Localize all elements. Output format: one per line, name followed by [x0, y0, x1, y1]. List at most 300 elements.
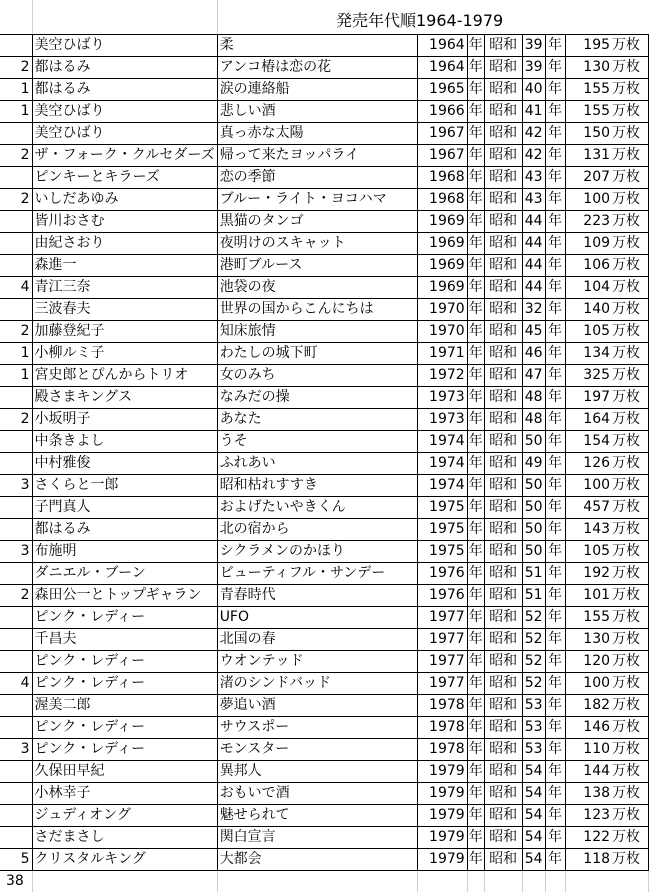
song-title-cell[interactable]: おもいで酒: [217, 782, 417, 804]
era-year-cell[interactable]: 51: [522, 562, 545, 584]
sales-cell[interactable]: 109: [565, 232, 611, 254]
row-number-cell[interactable]: [0, 496, 32, 518]
song-title-cell[interactable]: アンコ椿は恋の花: [217, 56, 417, 78]
sales-unit-cell[interactable]: 万枚: [611, 760, 648, 782]
era-year-suffix-cell[interactable]: 年: [545, 408, 565, 430]
era-year-suffix-cell[interactable]: 年: [545, 34, 565, 56]
release-year-cell[interactable]: 1973: [417, 408, 467, 430]
release-year-cell[interactable]: 1968: [417, 166, 467, 188]
era-year-suffix-cell[interactable]: 年: [545, 342, 565, 364]
song-title-cell[interactable]: あなた: [217, 408, 417, 430]
sales-cell[interactable]: 325: [565, 364, 611, 386]
era-year-cell[interactable]: 51: [522, 584, 545, 606]
song-title-cell[interactable]: 魅せられて: [217, 804, 417, 826]
sales-unit-cell[interactable]: 万枚: [611, 628, 648, 650]
sales-cell[interactable]: 192: [565, 562, 611, 584]
era-year-suffix-cell[interactable]: 年: [545, 540, 565, 562]
era-name-cell[interactable]: 昭和: [484, 562, 522, 584]
era-year-cell[interactable]: 50: [522, 430, 545, 452]
era-name-cell[interactable]: 昭和: [484, 408, 522, 430]
era-year-cell[interactable]: 49: [522, 452, 545, 474]
era-year-suffix-cell[interactable]: 年: [545, 298, 565, 320]
era-year-cell[interactable]: 54: [522, 804, 545, 826]
song-title-cell[interactable]: ビューティフル・サンデー: [217, 562, 417, 584]
release-year-cell[interactable]: 1968: [417, 188, 467, 210]
era-year-suffix-cell[interactable]: 年: [545, 254, 565, 276]
era-year-suffix-cell[interactable]: 年: [545, 144, 565, 166]
cell[interactable]: [565, 870, 611, 892]
row-number-cell[interactable]: [0, 826, 32, 848]
era-year-suffix-cell[interactable]: 年: [545, 56, 565, 78]
sales-unit-cell[interactable]: 万枚: [611, 122, 648, 144]
cell[interactable]: [611, 870, 648, 892]
artist-cell[interactable]: ピンク・レディー: [32, 716, 217, 738]
row-number-cell[interactable]: [0, 452, 32, 474]
release-year-cell[interactable]: 1976: [417, 584, 467, 606]
artist-cell[interactable]: ピンク・レディー: [32, 672, 217, 694]
sales-unit-cell[interactable]: 万枚: [611, 518, 648, 540]
artist-cell[interactable]: 森進一: [32, 254, 217, 276]
era-year-suffix-cell[interactable]: 年: [545, 760, 565, 782]
era-name-cell[interactable]: 昭和: [484, 848, 522, 870]
sales-unit-cell[interactable]: 万枚: [611, 78, 648, 100]
row-number-cell[interactable]: 1: [0, 364, 32, 386]
release-year-cell[interactable]: 1974: [417, 430, 467, 452]
song-title-cell[interactable]: ブルー・ライト・ヨコハマ: [217, 188, 417, 210]
sales-cell[interactable]: 143: [565, 518, 611, 540]
song-title-cell[interactable]: 柔: [217, 34, 417, 56]
sales-cell[interactable]: 140: [565, 298, 611, 320]
sales-unit-cell[interactable]: 万枚: [611, 584, 648, 606]
sales-cell[interactable]: 101: [565, 584, 611, 606]
year-suffix-cell[interactable]: 年: [467, 166, 484, 188]
release-year-cell[interactable]: 1964: [417, 56, 467, 78]
era-year-cell[interactable]: 47: [522, 364, 545, 386]
sales-unit-cell[interactable]: 万枚: [611, 474, 648, 496]
sales-unit-cell[interactable]: 万枚: [611, 100, 648, 122]
row-number-cell[interactable]: [0, 694, 32, 716]
year-suffix-cell[interactable]: 年: [467, 804, 484, 826]
era-year-suffix-cell[interactable]: 年: [545, 496, 565, 518]
era-year-cell[interactable]: 52: [522, 628, 545, 650]
era-year-cell[interactable]: 48: [522, 386, 545, 408]
era-name-cell[interactable]: 昭和: [484, 166, 522, 188]
artist-cell[interactable]: 美空ひばり: [32, 122, 217, 144]
row-number-cell[interactable]: 1: [0, 342, 32, 364]
era-year-cell[interactable]: 54: [522, 760, 545, 782]
era-year-suffix-cell[interactable]: 年: [545, 848, 565, 870]
era-year-suffix-cell[interactable]: 年: [545, 78, 565, 100]
sales-cell[interactable]: 457: [565, 496, 611, 518]
year-suffix-cell[interactable]: 年: [467, 606, 484, 628]
song-title-cell[interactable]: シクラメンのかほり: [217, 540, 417, 562]
song-title-cell[interactable]: 黒猫のタンゴ: [217, 210, 417, 232]
release-year-cell[interactable]: 1971: [417, 342, 467, 364]
row-number-cell[interactable]: 4: [0, 672, 32, 694]
row-number-cell[interactable]: [0, 628, 32, 650]
release-year-cell[interactable]: 1977: [417, 628, 467, 650]
era-year-cell[interactable]: 39: [522, 56, 545, 78]
era-name-cell[interactable]: 昭和: [484, 584, 522, 606]
era-name-cell[interactable]: 昭和: [484, 78, 522, 100]
sales-unit-cell[interactable]: 万枚: [611, 716, 648, 738]
artist-cell[interactable]: ピンク・レディー: [32, 606, 217, 628]
sales-unit-cell[interactable]: 万枚: [611, 56, 648, 78]
sales-cell[interactable]: 155: [565, 78, 611, 100]
artist-cell[interactable]: 由紀さおり: [32, 232, 217, 254]
era-year-cell[interactable]: 54: [522, 848, 545, 870]
sales-unit-cell[interactable]: 万枚: [611, 804, 648, 826]
sales-cell[interactable]: 223: [565, 210, 611, 232]
year-suffix-cell[interactable]: 年: [467, 738, 484, 760]
song-title-cell[interactable]: 港町ブルース: [217, 254, 417, 276]
row-number-cell[interactable]: [0, 518, 32, 540]
artist-cell[interactable]: 千昌夫: [32, 628, 217, 650]
era-name-cell[interactable]: 昭和: [484, 34, 522, 56]
row-number-cell[interactable]: 2: [0, 188, 32, 210]
era-year-suffix-cell[interactable]: 年: [545, 826, 565, 848]
cell[interactable]: [611, 0, 648, 34]
song-title-cell[interactable]: 北の宿から: [217, 518, 417, 540]
song-title-cell[interactable]: うそ: [217, 430, 417, 452]
era-year-suffix-cell[interactable]: 年: [545, 320, 565, 342]
era-year-suffix-cell[interactable]: 年: [545, 606, 565, 628]
year-suffix-cell[interactable]: 年: [467, 826, 484, 848]
sales-cell[interactable]: 150: [565, 122, 611, 144]
row-number-cell[interactable]: 3: [0, 540, 32, 562]
row-number-cell[interactable]: [0, 650, 32, 672]
era-year-cell[interactable]: 52: [522, 606, 545, 628]
release-year-cell[interactable]: 1973: [417, 386, 467, 408]
song-title-cell[interactable]: 異邦人: [217, 760, 417, 782]
release-year-cell[interactable]: 1970: [417, 298, 467, 320]
song-title-cell[interactable]: 帰って来たヨッパライ: [217, 144, 417, 166]
artist-cell[interactable]: ピンク・レディー: [32, 738, 217, 760]
row-count-cell[interactable]: 38: [0, 870, 32, 892]
sales-cell[interactable]: 100: [565, 188, 611, 210]
cell[interactable]: [32, 870, 217, 892]
era-year-cell[interactable]: 40: [522, 78, 545, 100]
year-suffix-cell[interactable]: 年: [467, 100, 484, 122]
sales-unit-cell[interactable]: 万枚: [611, 848, 648, 870]
era-year-cell[interactable]: 48: [522, 408, 545, 430]
era-year-cell[interactable]: 44: [522, 210, 545, 232]
artist-cell[interactable]: いしだあゆみ: [32, 188, 217, 210]
sales-cell[interactable]: 164: [565, 408, 611, 430]
sales-unit-cell[interactable]: 万枚: [611, 298, 648, 320]
year-suffix-cell[interactable]: 年: [467, 694, 484, 716]
era-year-cell[interactable]: 52: [522, 650, 545, 672]
era-name-cell[interactable]: 昭和: [484, 56, 522, 78]
song-title-cell[interactable]: 昭和枯れすすき: [217, 474, 417, 496]
sales-unit-cell[interactable]: 万枚: [611, 408, 648, 430]
sales-cell[interactable]: 182: [565, 694, 611, 716]
era-name-cell[interactable]: 昭和: [484, 518, 522, 540]
row-number-cell[interactable]: 2: [0, 56, 32, 78]
cell[interactable]: [522, 0, 545, 34]
cell[interactable]: [217, 870, 417, 892]
row-number-cell[interactable]: 2: [0, 144, 32, 166]
row-number-cell[interactable]: 2: [0, 320, 32, 342]
row-number-cell[interactable]: [0, 34, 32, 56]
row-number-cell[interactable]: 5: [0, 848, 32, 870]
era-year-cell[interactable]: 41: [522, 100, 545, 122]
era-name-cell[interactable]: 昭和: [484, 694, 522, 716]
year-suffix-cell[interactable]: 年: [467, 474, 484, 496]
sales-unit-cell[interactable]: 万枚: [611, 496, 648, 518]
song-title-cell[interactable]: 渚のシンドバッド: [217, 672, 417, 694]
release-year-cell[interactable]: 1979: [417, 826, 467, 848]
release-year-cell[interactable]: 1976: [417, 562, 467, 584]
release-year-cell[interactable]: 1977: [417, 606, 467, 628]
artist-cell[interactable]: 中村雅俊: [32, 452, 217, 474]
year-suffix-cell[interactable]: 年: [467, 452, 484, 474]
release-year-cell[interactable]: 1967: [417, 122, 467, 144]
song-title-cell[interactable]: 真っ赤な太陽: [217, 122, 417, 144]
release-year-cell[interactable]: 1966: [417, 100, 467, 122]
era-name-cell[interactable]: 昭和: [484, 716, 522, 738]
year-suffix-cell[interactable]: 年: [467, 518, 484, 540]
era-year-suffix-cell[interactable]: 年: [545, 188, 565, 210]
era-name-cell[interactable]: 昭和: [484, 210, 522, 232]
era-name-cell[interactable]: 昭和: [484, 320, 522, 342]
release-year-cell[interactable]: 1978: [417, 738, 467, 760]
row-number-cell[interactable]: 1: [0, 100, 32, 122]
year-suffix-cell[interactable]: 年: [467, 650, 484, 672]
era-year-suffix-cell[interactable]: 年: [545, 782, 565, 804]
year-suffix-cell[interactable]: 年: [467, 760, 484, 782]
artist-cell[interactable]: さだまさし: [32, 826, 217, 848]
year-suffix-cell[interactable]: 年: [467, 672, 484, 694]
era-year-suffix-cell[interactable]: 年: [545, 430, 565, 452]
era-name-cell[interactable]: 昭和: [484, 276, 522, 298]
era-year-suffix-cell[interactable]: 年: [545, 386, 565, 408]
row-number-cell[interactable]: [0, 804, 32, 826]
era-name-cell[interactable]: 昭和: [484, 628, 522, 650]
era-year-suffix-cell[interactable]: 年: [545, 474, 565, 496]
row-number-cell[interactable]: [0, 298, 32, 320]
era-name-cell[interactable]: 昭和: [484, 738, 522, 760]
sales-unit-cell[interactable]: 万枚: [611, 672, 648, 694]
release-year-cell[interactable]: 1969: [417, 276, 467, 298]
sales-cell[interactable]: 110: [565, 738, 611, 760]
artist-cell[interactable]: 都はるみ: [32, 56, 217, 78]
artist-cell[interactable]: 小柳ルミ子: [32, 342, 217, 364]
song-title-cell[interactable]: 夜明けのスキャット: [217, 232, 417, 254]
artist-cell[interactable]: 布施明: [32, 540, 217, 562]
era-year-cell[interactable]: 50: [522, 540, 545, 562]
row-number-cell[interactable]: [0, 254, 32, 276]
year-suffix-cell[interactable]: 年: [467, 540, 484, 562]
era-year-cell[interactable]: 46: [522, 342, 545, 364]
release-year-cell[interactable]: 1978: [417, 694, 467, 716]
sales-unit-cell[interactable]: 万枚: [611, 188, 648, 210]
era-name-cell[interactable]: 昭和: [484, 144, 522, 166]
cell[interactable]: [484, 870, 522, 892]
row-number-cell[interactable]: [0, 122, 32, 144]
sales-unit-cell[interactable]: 万枚: [611, 430, 648, 452]
artist-cell[interactable]: 中条きよし: [32, 430, 217, 452]
era-year-cell[interactable]: 43: [522, 188, 545, 210]
sales-unit-cell[interactable]: 万枚: [611, 210, 648, 232]
row-number-cell[interactable]: [0, 232, 32, 254]
song-title-cell[interactable]: 青春時代: [217, 584, 417, 606]
release-year-cell[interactable]: 1974: [417, 452, 467, 474]
era-name-cell[interactable]: 昭和: [484, 474, 522, 496]
era-name-cell[interactable]: 昭和: [484, 540, 522, 562]
era-year-suffix-cell[interactable]: 年: [545, 694, 565, 716]
year-suffix-cell[interactable]: 年: [467, 364, 484, 386]
era-name-cell[interactable]: 昭和: [484, 122, 522, 144]
release-year-cell[interactable]: 1975: [417, 496, 467, 518]
era-year-suffix-cell[interactable]: 年: [545, 100, 565, 122]
year-suffix-cell[interactable]: 年: [467, 144, 484, 166]
era-name-cell[interactable]: 昭和: [484, 606, 522, 628]
sales-cell[interactable]: 120: [565, 650, 611, 672]
era-name-cell[interactable]: 昭和: [484, 496, 522, 518]
era-name-cell[interactable]: 昭和: [484, 254, 522, 276]
song-title-cell[interactable]: 世界の国からこんにちは: [217, 298, 417, 320]
row-number-cell[interactable]: [0, 386, 32, 408]
artist-cell[interactable]: 子門真人: [32, 496, 217, 518]
era-name-cell[interactable]: 昭和: [484, 232, 522, 254]
sales-cell[interactable]: 104: [565, 276, 611, 298]
era-name-cell[interactable]: 昭和: [484, 430, 522, 452]
row-number-cell[interactable]: 2: [0, 408, 32, 430]
sales-unit-cell[interactable]: 万枚: [611, 782, 648, 804]
song-title-cell[interactable]: 恋の季節: [217, 166, 417, 188]
artist-cell[interactable]: 殿さまキングス: [32, 386, 217, 408]
artist-cell[interactable]: 小林幸子: [32, 782, 217, 804]
artist-cell[interactable]: 久保田早紀: [32, 760, 217, 782]
song-title-cell[interactable]: 夢追い酒: [217, 694, 417, 716]
era-year-cell[interactable]: 32: [522, 298, 545, 320]
row-number-cell[interactable]: [0, 782, 32, 804]
sales-unit-cell[interactable]: 万枚: [611, 650, 648, 672]
year-suffix-cell[interactable]: 年: [467, 408, 484, 430]
cell[interactable]: [32, 0, 217, 34]
sales-cell[interactable]: 100: [565, 672, 611, 694]
year-suffix-cell[interactable]: 年: [467, 320, 484, 342]
artist-cell[interactable]: 美空ひばり: [32, 100, 217, 122]
era-year-suffix-cell[interactable]: 年: [545, 518, 565, 540]
release-year-cell[interactable]: 1974: [417, 474, 467, 496]
sales-unit-cell[interactable]: 万枚: [611, 738, 648, 760]
year-suffix-cell[interactable]: 年: [467, 210, 484, 232]
artist-cell[interactable]: 三波春夫: [32, 298, 217, 320]
year-suffix-cell[interactable]: 年: [467, 78, 484, 100]
sales-cell[interactable]: 154: [565, 430, 611, 452]
era-year-cell[interactable]: 44: [522, 276, 545, 298]
era-year-suffix-cell[interactable]: 年: [545, 628, 565, 650]
sales-cell[interactable]: 146: [565, 716, 611, 738]
sales-unit-cell[interactable]: 万枚: [611, 540, 648, 562]
song-title-cell[interactable]: 北国の春: [217, 628, 417, 650]
row-number-cell[interactable]: 3: [0, 474, 32, 496]
release-year-cell[interactable]: 1969: [417, 254, 467, 276]
release-year-cell[interactable]: 1967: [417, 144, 467, 166]
era-name-cell[interactable]: 昭和: [484, 342, 522, 364]
release-year-cell[interactable]: 1972: [417, 364, 467, 386]
sales-unit-cell[interactable]: 万枚: [611, 276, 648, 298]
release-year-cell[interactable]: 1979: [417, 760, 467, 782]
era-year-cell[interactable]: 50: [522, 496, 545, 518]
era-name-cell[interactable]: 昭和: [484, 188, 522, 210]
era-year-suffix-cell[interactable]: 年: [545, 716, 565, 738]
era-year-suffix-cell[interactable]: 年: [545, 650, 565, 672]
artist-cell[interactable]: ジュディオング: [32, 804, 217, 826]
cell[interactable]: [565, 0, 611, 34]
song-title-cell[interactable]: サウスポー: [217, 716, 417, 738]
sales-cell[interactable]: 100: [565, 474, 611, 496]
sales-cell[interactable]: 131: [565, 144, 611, 166]
artist-cell[interactable]: ダニエル・ブーン: [32, 562, 217, 584]
artist-cell[interactable]: 渥美二郎: [32, 694, 217, 716]
era-name-cell[interactable]: 昭和: [484, 650, 522, 672]
era-year-suffix-cell[interactable]: 年: [545, 738, 565, 760]
release-year-cell[interactable]: 1978: [417, 716, 467, 738]
row-number-cell[interactable]: [0, 716, 32, 738]
era-year-cell[interactable]: 39: [522, 34, 545, 56]
year-suffix-cell[interactable]: 年: [467, 56, 484, 78]
year-suffix-cell[interactable]: 年: [467, 232, 484, 254]
row-number-cell[interactable]: [0, 430, 32, 452]
sales-unit-cell[interactable]: 万枚: [611, 34, 648, 56]
cell[interactable]: [417, 870, 467, 892]
artist-cell[interactable]: 都はるみ: [32, 518, 217, 540]
sales-cell[interactable]: 144: [565, 760, 611, 782]
row-number-cell[interactable]: [0, 166, 32, 188]
era-year-suffix-cell[interactable]: 年: [545, 364, 565, 386]
row-number-cell[interactable]: [0, 606, 32, 628]
era-name-cell[interactable]: 昭和: [484, 782, 522, 804]
era-year-cell[interactable]: 52: [522, 672, 545, 694]
sales-unit-cell[interactable]: 万枚: [611, 562, 648, 584]
era-name-cell[interactable]: 昭和: [484, 386, 522, 408]
artist-cell[interactable]: 宮史郎とぴんからトリオ: [32, 364, 217, 386]
song-title-cell[interactable]: 池袋の夜: [217, 276, 417, 298]
song-title-cell[interactable]: 悲しい酒: [217, 100, 417, 122]
artist-cell[interactable]: 美空ひばり: [32, 34, 217, 56]
sales-cell[interactable]: 134: [565, 342, 611, 364]
sales-cell[interactable]: 207: [565, 166, 611, 188]
sales-unit-cell[interactable]: 万枚: [611, 320, 648, 342]
year-suffix-cell[interactable]: 年: [467, 628, 484, 650]
release-year-cell[interactable]: 1977: [417, 672, 467, 694]
era-year-suffix-cell[interactable]: 年: [545, 804, 565, 826]
era-name-cell[interactable]: 昭和: [484, 100, 522, 122]
cell[interactable]: [545, 0, 565, 34]
era-year-suffix-cell[interactable]: 年: [545, 562, 565, 584]
year-suffix-cell[interactable]: 年: [467, 430, 484, 452]
release-year-cell[interactable]: 1975: [417, 518, 467, 540]
cell[interactable]: [0, 0, 32, 34]
era-year-cell[interactable]: 42: [522, 122, 545, 144]
year-suffix-cell[interactable]: 年: [467, 34, 484, 56]
era-year-cell[interactable]: 43: [522, 166, 545, 188]
era-year-cell[interactable]: 50: [522, 518, 545, 540]
era-year-cell[interactable]: 54: [522, 826, 545, 848]
sales-unit-cell[interactable]: 万枚: [611, 232, 648, 254]
era-year-cell[interactable]: 44: [522, 232, 545, 254]
cell[interactable]: [467, 870, 484, 892]
song-title-cell[interactable]: 知床旅情: [217, 320, 417, 342]
sales-cell[interactable]: 130: [565, 56, 611, 78]
song-title-cell[interactable]: 大都会: [217, 848, 417, 870]
era-name-cell[interactable]: 昭和: [484, 364, 522, 386]
sales-unit-cell[interactable]: 万枚: [611, 386, 648, 408]
sales-cell[interactable]: 105: [565, 320, 611, 342]
